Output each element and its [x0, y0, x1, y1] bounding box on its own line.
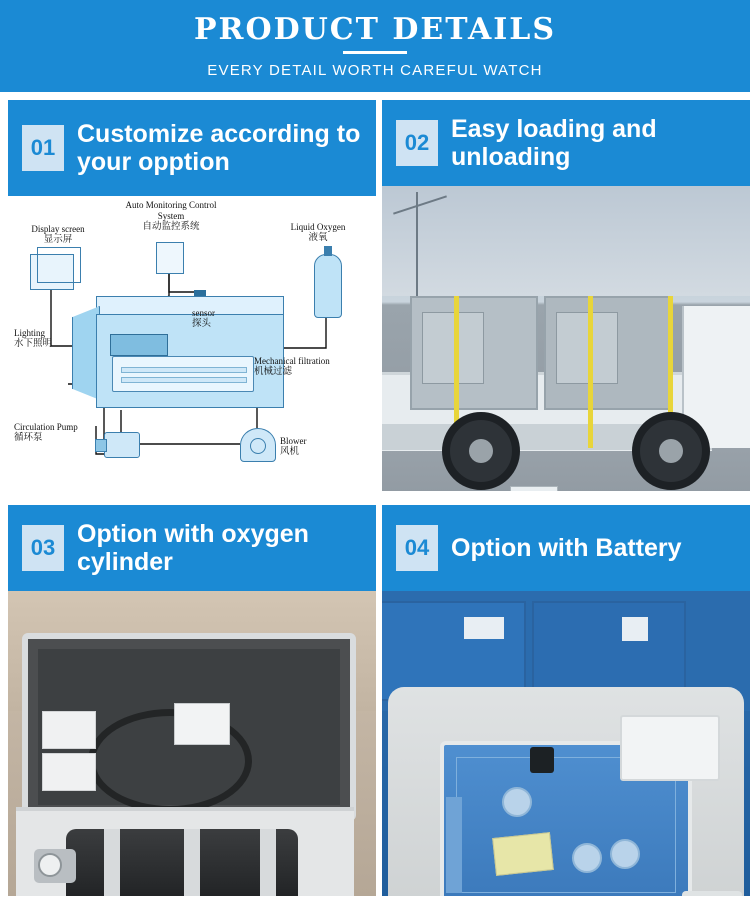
panel-03: [8, 505, 376, 896]
label-mechanical-filtration: Mechanical filtration 机械过滤: [254, 356, 330, 377]
panel-grid: [0, 92, 750, 905]
panel-03-title: Option with oxygen cylinder: [77, 520, 309, 576]
cargo-tank-1-panel: [422, 312, 484, 384]
label-lighting: Lighting 水下照明: [14, 328, 53, 349]
label-liquid-oxygen: Liquid Oxygen 液氧: [290, 222, 346, 243]
dial-3: [502, 787, 532, 817]
cargo-tank-2: [544, 296, 672, 410]
panel-02-media: [382, 186, 750, 491]
control-knob: [530, 747, 554, 773]
panel-02-title: Easy loading and unloading: [451, 115, 657, 171]
corner-tray: [682, 891, 742, 896]
tank-side-strip: [446, 797, 462, 893]
dial-2: [610, 839, 640, 869]
truck-wheel-rear: [442, 412, 520, 490]
page-subtitle: EVERY DETAIL WORTH CAREFUL WATCH: [207, 61, 543, 79]
tank-unit-shape: [110, 334, 168, 356]
panel-04-number: 04: [396, 525, 438, 571]
truck-loading-photo: [382, 186, 750, 491]
crane-mast: [416, 192, 418, 296]
panel-03-media: [8, 591, 376, 896]
tank-inner-shape: [112, 356, 254, 392]
label-sensor: sensor 探头: [192, 308, 215, 329]
label-auto-monitoring: Auto Monitoring Control System 自动监控系统: [125, 200, 217, 232]
panel-01-title: Customize according to your opption: [77, 120, 361, 176]
panel-02-number: 02: [396, 120, 438, 166]
cylinder-strap-2: [184, 829, 200, 896]
panel-04-caption: [382, 505, 750, 591]
wheel-hub: [469, 439, 493, 463]
panel-04: [382, 505, 750, 896]
label-blower: Blower 风机: [280, 436, 307, 457]
foam-pad-2: [42, 753, 96, 791]
cylinder-strap-1: [104, 829, 120, 896]
panel-04-title: Option with Battery: [451, 534, 682, 562]
instruction-card: [492, 832, 554, 876]
page-title: PRODUCT DETAILS: [193, 11, 557, 47]
system-diagram: [8, 196, 376, 491]
sky-region: [382, 186, 750, 296]
display-screen-shape: [30, 254, 74, 290]
panel-04-media: [382, 591, 750, 896]
wheel-hub: [659, 439, 683, 463]
oxygen-cylinder-photo: [8, 591, 376, 896]
title-divider: [343, 51, 407, 54]
bin-label-left: [464, 617, 504, 639]
foam-pad-1: [42, 711, 96, 749]
bin-label-right: [622, 617, 648, 641]
panel-01-media: [8, 196, 376, 491]
panel-01-caption: [8, 100, 376, 196]
label-circulation-pump: Circulation Pump 循环泵: [14, 422, 78, 443]
battery-box: [620, 715, 720, 781]
cargo-tank-2-panel: [556, 312, 618, 384]
control-box: [174, 703, 230, 745]
liquid-oxygen-cylinder-shape: [314, 254, 342, 318]
pressure-gauge: [38, 853, 62, 877]
panel-02-caption: [382, 100, 750, 186]
cylinder-strap-3: [260, 829, 276, 896]
cargo-strap-2: [588, 296, 593, 448]
panel-02: [382, 100, 750, 491]
panel-03-caption: [8, 505, 376, 591]
panel-01-number: 01: [22, 125, 64, 171]
cargo-tank-1: [410, 296, 538, 410]
truck-wheel-front: [632, 412, 710, 490]
blue-bin-right: [532, 601, 686, 701]
panel-03-number: 03: [22, 525, 64, 571]
battery-option-photo: [382, 591, 750, 896]
blower-shape: [240, 428, 276, 462]
label-display-screen: Display screen 显示屏: [31, 224, 85, 245]
control-system-shape: [156, 242, 184, 274]
circulation-pump-shape: [104, 432, 140, 458]
ground-marking: [510, 486, 558, 491]
page-header: [0, 0, 750, 92]
panel-01: [8, 100, 376, 491]
blue-bin-left: [382, 601, 526, 701]
dial-1: [572, 843, 602, 873]
